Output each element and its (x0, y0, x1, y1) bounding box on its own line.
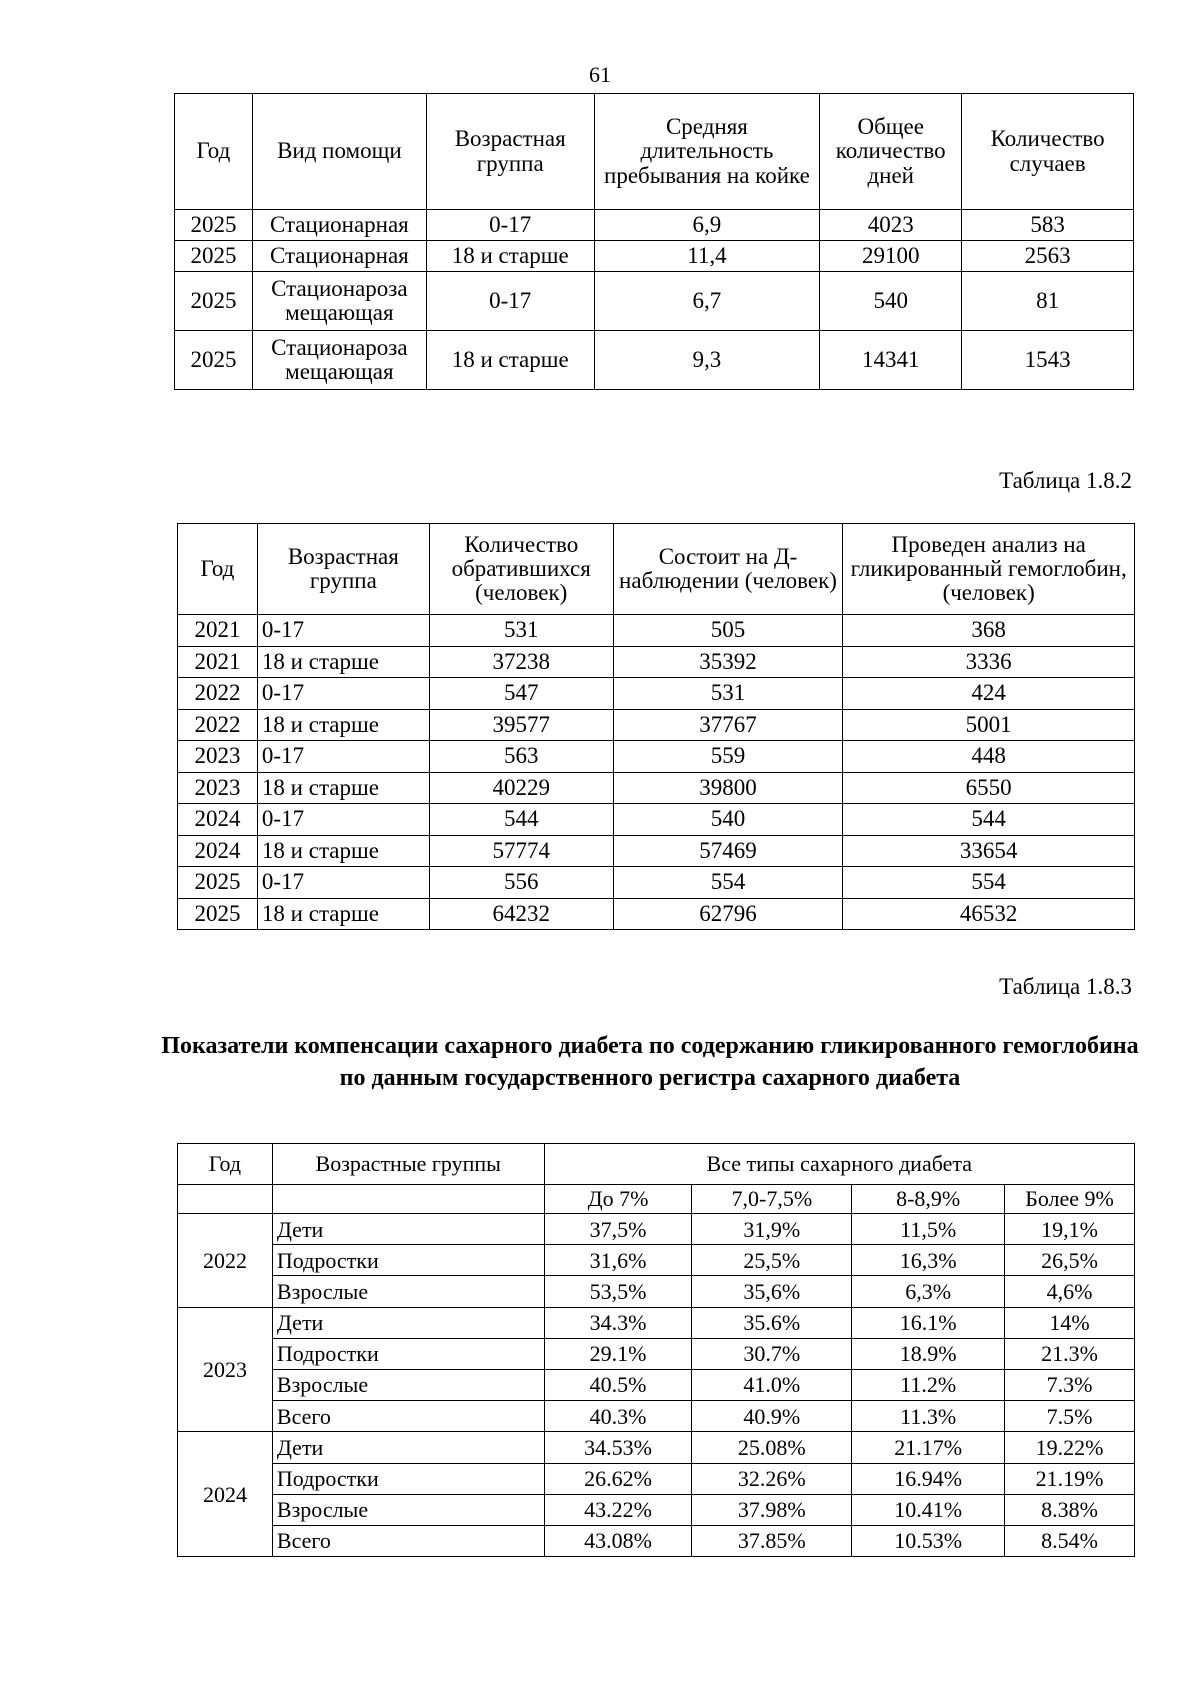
hba1c-compensation-table (177, 1143, 1135, 1557)
cell: 37238 (429, 646, 613, 678)
cell: 29100 (820, 241, 962, 272)
column-header-total-days: Общее количество дней (820, 94, 962, 210)
percent-cell: 18.9% (852, 1338, 1005, 1369)
table-row (178, 835, 1135, 867)
table-row (178, 1369, 1135, 1400)
cell: 368 (843, 615, 1135, 647)
table-row (178, 1214, 1135, 1245)
table-row (178, 804, 1135, 836)
cell: 0-17 (426, 210, 594, 241)
table-row (178, 1338, 1135, 1369)
cell: 18 и старше (257, 898, 429, 930)
age-group-cell: Подростки (272, 1463, 544, 1494)
age-group-cell: Дети (272, 1432, 544, 1463)
table-header-row (175, 94, 1134, 210)
column-header-care-type: Вид помощи (252, 94, 426, 210)
cell: Стационарная (252, 210, 426, 241)
cell: 2022 (178, 678, 258, 710)
table-row (178, 1432, 1135, 1463)
table-row (178, 1245, 1135, 1276)
age-group-cell: Подростки (272, 1245, 544, 1276)
cell: 57774 (429, 835, 613, 867)
age-group-cell: Всего (272, 1525, 544, 1556)
column-header-year: Год (178, 1144, 273, 1185)
table-row (175, 210, 1134, 241)
percent-cell: 35.6% (692, 1307, 852, 1338)
cell: 39800 (613, 772, 843, 804)
cell: 531 (429, 615, 613, 647)
cell: 35392 (613, 646, 843, 678)
cell: 18 и старше (257, 709, 429, 741)
table-row (178, 1307, 1135, 1338)
empty-cell (178, 1185, 273, 1214)
table-row (178, 709, 1135, 741)
percent-cell: 7.3% (1005, 1369, 1135, 1400)
cell: 544 (843, 804, 1135, 836)
cell: 540 (613, 804, 843, 836)
percent-cell: 10.41% (852, 1494, 1005, 1525)
table-row (178, 678, 1135, 710)
cell: 46532 (843, 898, 1135, 930)
column-header-all-diabetes-types: Все типы сахарного диабета (544, 1144, 1134, 1185)
percent-cell: 53,5% (544, 1276, 692, 1307)
column-subheader: 7,0-7,5% (692, 1185, 852, 1214)
cell: 2021 (178, 646, 258, 678)
cell: 547 (429, 678, 613, 710)
percent-cell: 11,5% (852, 1214, 1005, 1245)
cell: 0-17 (426, 272, 594, 331)
table-row (178, 1463, 1135, 1494)
percent-cell: 43.08% (544, 1525, 692, 1556)
age-group-cell: Дети (272, 1214, 544, 1245)
cell: 0-17 (257, 741, 429, 773)
cell: 2025 (175, 331, 253, 390)
column-header-age-groups: Возрастные группы (272, 1144, 544, 1185)
percent-cell: 21.19% (1005, 1463, 1135, 1494)
table-row (178, 898, 1135, 930)
cell: 11,4 (594, 241, 820, 272)
cell: 18 и старше (257, 772, 429, 804)
percent-cell: 11.3% (852, 1401, 1005, 1432)
percent-cell: 16,3% (852, 1245, 1005, 1276)
table-row (175, 331, 1134, 390)
percent-cell: 19,1% (1005, 1214, 1135, 1245)
page-number: 61 (589, 62, 611, 87)
cell: 6,7 (594, 272, 820, 331)
cell: 448 (843, 741, 1135, 773)
cell: 2023 (178, 772, 258, 804)
percent-cell: 6,3% (852, 1276, 1005, 1307)
cell: 2563 (962, 241, 1134, 272)
cell: 2025 (178, 867, 258, 899)
cell: 14341 (820, 331, 962, 390)
percent-cell: 43.22% (544, 1494, 692, 1525)
table-row (178, 1276, 1135, 1307)
cell: 559 (613, 741, 843, 773)
cell: 6,9 (594, 210, 820, 241)
percent-cell: 37.85% (692, 1525, 852, 1556)
cell: 62796 (613, 898, 843, 930)
cell: 554 (843, 867, 1135, 899)
cell: 2023 (178, 741, 258, 773)
diabetes-observation-table (177, 523, 1135, 930)
cell: 81 (962, 272, 1134, 331)
cell: 0-17 (257, 615, 429, 647)
percent-cell: 4,6% (1005, 1276, 1135, 1307)
cell: 2022 (178, 709, 258, 741)
percent-cell: 34.53% (544, 1432, 692, 1463)
percent-cell: 10.53% (852, 1525, 1005, 1556)
cell: 2021 (178, 615, 258, 647)
percent-cell: 26,5% (1005, 1245, 1135, 1276)
percent-cell: 29.1% (544, 1338, 692, 1369)
percent-cell: 16.94% (852, 1463, 1005, 1494)
percent-cell: 34.3% (544, 1307, 692, 1338)
table-caption-1-8-3: Таблица 1.8.3 (999, 974, 1132, 999)
cell: 2025 (178, 898, 258, 930)
cell: 18 и старше (426, 241, 594, 272)
cell: Стационарная (252, 241, 426, 272)
column-header-hba1c-tested: Проведен анализ на гликированный гемоглобин, (человек) (843, 524, 1135, 615)
age-group-cell: Взрослые (272, 1276, 544, 1307)
table-row (178, 867, 1135, 899)
percent-cell: 35,6% (692, 1276, 852, 1307)
cell: 33654 (843, 835, 1135, 867)
percent-cell: 41.0% (692, 1369, 852, 1400)
cell: 556 (429, 867, 613, 899)
cell: 18 и старше (426, 331, 594, 390)
cell: 5001 (843, 709, 1135, 741)
table-header-row (178, 1144, 1135, 1185)
table-row (178, 1494, 1135, 1525)
column-subheader: 8-8,9% (852, 1185, 1005, 1214)
table-row (178, 772, 1135, 804)
table-row (178, 615, 1135, 647)
column-header-year: Год (175, 94, 253, 210)
cell: 2025 (175, 210, 253, 241)
table-row (178, 1525, 1135, 1556)
cell: 0-17 (257, 867, 429, 899)
percent-cell: 40.9% (692, 1401, 852, 1432)
cell: 40229 (429, 772, 613, 804)
table-row (175, 272, 1134, 331)
column-header-applied: Количество обратившихся (человек) (429, 524, 613, 615)
empty-cell (272, 1185, 544, 1214)
percent-cell: 31,6% (544, 1245, 692, 1276)
cell: 64232 (429, 898, 613, 930)
table-caption-1-8-2: Таблица 1.8.2 (999, 468, 1132, 493)
percent-cell: 14% (1005, 1307, 1135, 1338)
cell: 18 и старше (257, 646, 429, 678)
percent-cell: 37.98% (692, 1494, 852, 1525)
percent-cell: 26.62% (544, 1463, 692, 1494)
column-header-age-group: Возрастная группа (426, 94, 594, 210)
cell: Стационароза мещающая (252, 272, 426, 331)
cell: 531 (613, 678, 843, 710)
cell: 3336 (843, 646, 1135, 678)
year-cell: 2023 (178, 1307, 273, 1432)
column-header-year: Год (178, 524, 258, 615)
cell: 37767 (613, 709, 843, 741)
table-subheader-row (178, 1185, 1135, 1214)
cell: 0-17 (257, 678, 429, 710)
age-group-cell: Всего (272, 1401, 544, 1432)
age-group-cell: Взрослые (272, 1369, 544, 1400)
percent-cell: 25,5% (692, 1245, 852, 1276)
percent-cell: 25.08% (692, 1432, 852, 1463)
cell: Стационароза мещающая (252, 331, 426, 390)
table-row (175, 241, 1134, 272)
percent-cell: 31,9% (692, 1214, 852, 1245)
cell: 6550 (843, 772, 1135, 804)
cell: 2024 (178, 835, 258, 867)
percent-cell: 7.5% (1005, 1401, 1135, 1432)
cell: 9,3 (594, 331, 820, 390)
cell: 424 (843, 678, 1135, 710)
column-header-age-group: Возрастная группа (257, 524, 429, 615)
percent-cell: 21.17% (852, 1432, 1005, 1463)
cell: 1543 (962, 331, 1134, 390)
year-cell: 2024 (178, 1432, 273, 1557)
percent-cell: 40.3% (544, 1401, 692, 1432)
column-header-d-observation: Состоит на Д-наблюдении (человек) (613, 524, 843, 615)
cell: 2025 (175, 241, 253, 272)
age-group-cell: Подростки (272, 1338, 544, 1369)
year-cell: 2022 (178, 1214, 273, 1308)
percent-cell: 40.5% (544, 1369, 692, 1400)
column-subheader: Более 9% (1005, 1185, 1135, 1214)
age-group-cell: Взрослые (272, 1494, 544, 1525)
column-header-avg-stay: Средняя длительность пребывания на койке (594, 94, 820, 210)
percent-cell: 37,5% (544, 1214, 692, 1245)
age-group-cell: Дети (272, 1307, 544, 1338)
cell: 563 (429, 741, 613, 773)
percent-cell: 32.26% (692, 1463, 852, 1494)
percent-cell: 11.2% (852, 1369, 1005, 1400)
cell: 583 (962, 210, 1134, 241)
cell: 554 (613, 867, 843, 899)
cell: 544 (429, 804, 613, 836)
table-row (178, 1401, 1135, 1432)
cell: 57469 (613, 835, 843, 867)
percent-cell: 8.54% (1005, 1525, 1135, 1556)
column-header-cases: Количество случаев (962, 94, 1134, 210)
table-row (178, 741, 1135, 773)
hospital-stay-table (174, 93, 1134, 390)
table-title: Показатели компенсации сахарного диабета по содержанию гликированного гемоглобина по данным государственного регистра сахарного диабета (161, 1033, 1139, 1091)
percent-cell: 30.7% (692, 1338, 852, 1369)
cell: 2024 (178, 804, 258, 836)
cell: 18 и старше (257, 835, 429, 867)
cell: 540 (820, 272, 962, 331)
percent-cell: 19.22% (1005, 1432, 1135, 1463)
cell: 2025 (175, 272, 253, 331)
percent-cell: 8.38% (1005, 1494, 1135, 1525)
cell: 505 (613, 615, 843, 647)
table-row (178, 646, 1135, 678)
cell: 39577 (429, 709, 613, 741)
cell: 0-17 (257, 804, 429, 836)
percent-cell: 21.3% (1005, 1338, 1135, 1369)
percent-cell: 16.1% (852, 1307, 1005, 1338)
table-header-row (178, 524, 1135, 615)
cell: 4023 (820, 210, 962, 241)
column-subheader: До 7% (544, 1185, 692, 1214)
